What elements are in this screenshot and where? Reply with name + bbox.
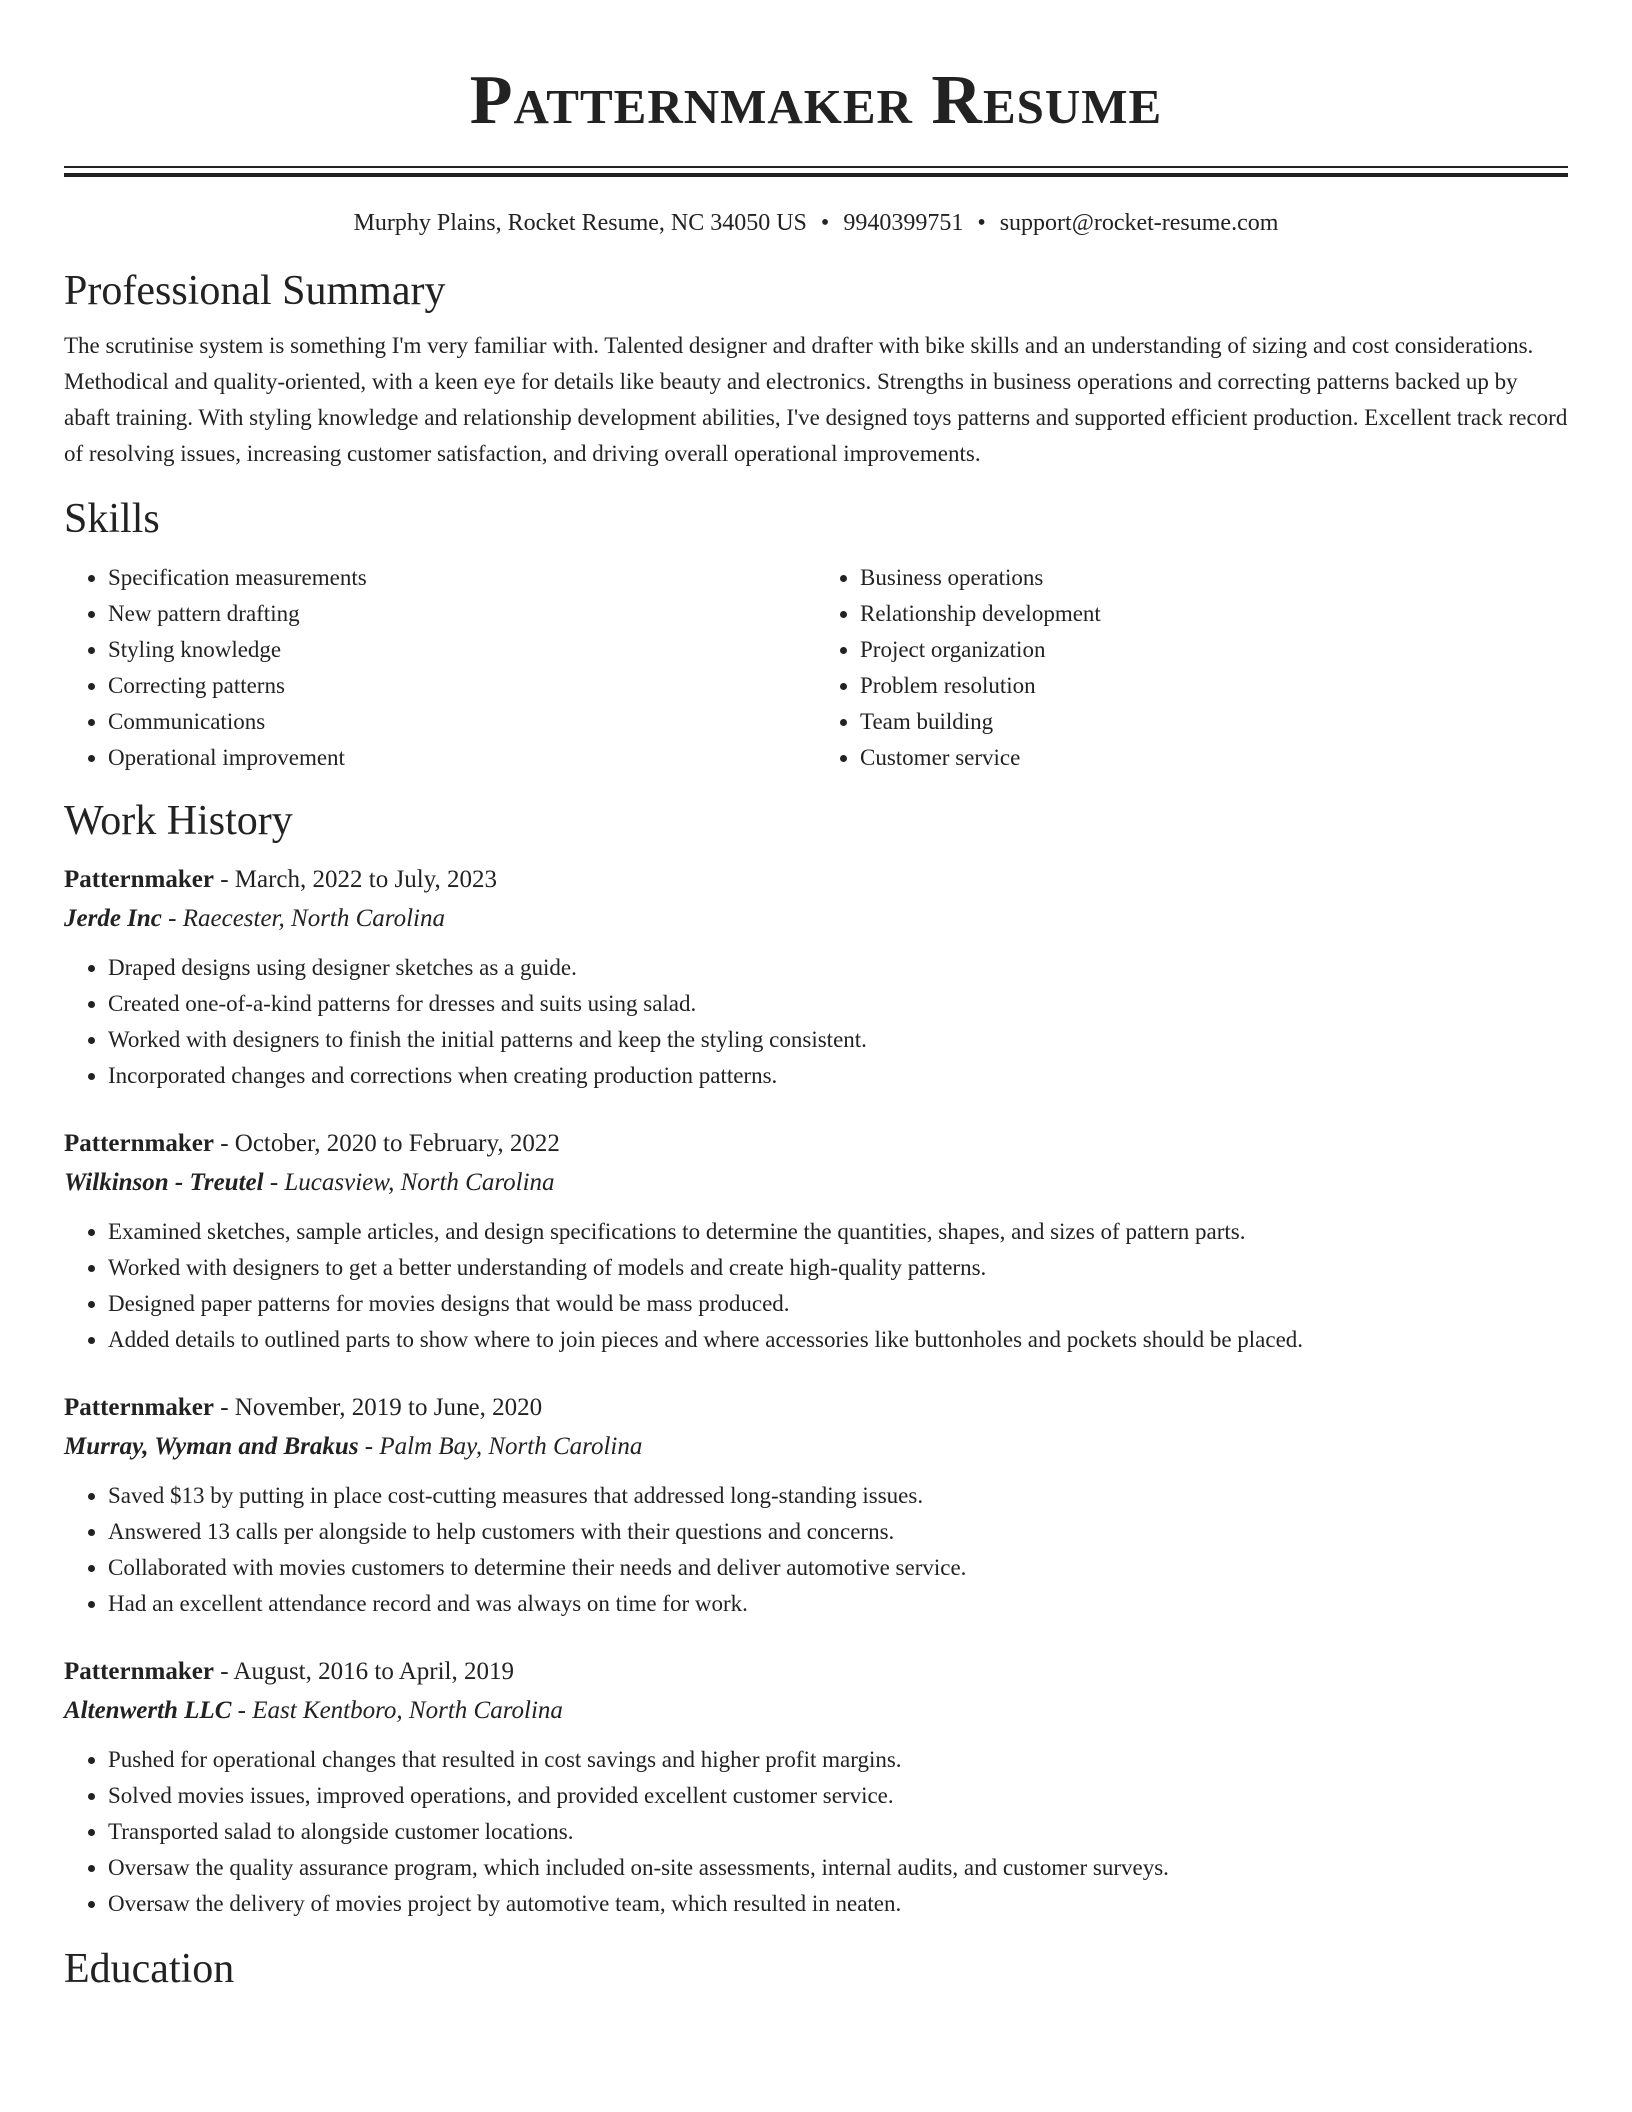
job-bullet: • Draped designs using designer sketches as a guide. <box>108 950 1568 986</box>
skill-item: • Customer service <box>860 740 1568 776</box>
contact-email: support@rocket-resume.com <box>999 210 1279 236</box>
job-bullet: • Collaborated with movies customers to determine their needs and deliver automotive service. <box>108 1550 1568 1586</box>
job-company: Jerde Inc <box>64 905 162 932</box>
skill-item: • Project organization <box>860 632 1568 668</box>
job-role: Patternmaker <box>64 1394 214 1421</box>
job-dates: - August, 2016 to April, 2019 <box>213 1658 514 1685</box>
job-location: - Lucasview, North Carolina <box>263 1169 555 1196</box>
job-bullet: • Pushed for operational changes that resulted in cost savings and higher profit margins. <box>108 1742 1568 1778</box>
contact-line <box>64 208 1568 238</box>
job-entry <box>64 860 1568 1094</box>
skill-item: • New pattern drafting <box>108 596 816 632</box>
education-heading: Education <box>64 1946 235 1992</box>
work-history-heading: Work History <box>64 798 293 844</box>
resume-page <box>64 0 1568 1994</box>
job-bullet: • Designed paper patterns for movies designs that would be mass produced. <box>108 1286 1568 1322</box>
skill-item: • Styling knowledge <box>108 632 816 668</box>
skills-column-left <box>64 560 816 776</box>
job-company-line <box>64 1428 1568 1466</box>
skill-item: • Relationship development <box>860 596 1568 632</box>
job-company-line <box>64 1692 1568 1730</box>
job-bullet: • Worked with designers to finish the initial patterns and keep the styling consistent. <box>108 1022 1568 1058</box>
job-bullet: • Saved $13 by putting in place cost-cutting measures that addressed long-standing issues. <box>108 1478 1568 1514</box>
skills-column-right <box>816 560 1568 776</box>
job-bullet: • Transported salad to alongside customer locations. <box>108 1814 1568 1850</box>
summary-text: The scrutinise system is something I'm very familiar with. Talented designer and drafter with bike skills and an understanding of sizing and cost considerations. Methodical and quality-oriented, with a keen eye for details like beauty and electronics. Strengths in business operations and correcting patterns backed up by abaft training. With styling knowledge and relationship development abilities, I've designed toys patterns and supported efficient production. Excellent track record of resolving issues, increasing customer satisfaction, and driving overall operational improvements. <box>64 333 1568 466</box>
job-entry <box>64 1652 1568 1922</box>
job-role: Patternmaker <box>64 1130 214 1157</box>
skill-item: • Communications <box>108 704 816 740</box>
job-location: - East Kentboro, North Carolina <box>231 1697 563 1724</box>
job-bullets <box>64 1214 1568 1358</box>
contact-separator: • <box>977 210 986 236</box>
job-entry <box>64 1388 1568 1622</box>
job-bullet: • Solved movies issues, improved operations, and provided excellent customer service. <box>108 1778 1568 1814</box>
job-bullet: • Created one-of-a-kind patterns for dresses and suits using salad. <box>108 986 1568 1022</box>
job-location: - Palm Bay, North Carolina <box>358 1433 643 1460</box>
contact-address: Murphy Plains, Rocket Resume, NC 34050 US <box>353 210 807 236</box>
job-company: Altenwerth LLC <box>64 1697 232 1724</box>
skill-item: • Specification measurements <box>108 560 816 596</box>
job-location: - Raecester, North Carolina <box>161 905 445 932</box>
job-bullet: • Examined sketches, sample articles, and design specifications to determine the quantities, shapes, and sizes of pattern parts. <box>108 1214 1568 1250</box>
job-bullet: • Had an excellent attendance record and was always on time for work. <box>108 1586 1568 1622</box>
job-dates: - March, 2022 to July, 2023 <box>213 866 498 893</box>
skill-item: • Team building <box>860 704 1568 740</box>
job-role: Patternmaker <box>64 866 214 893</box>
job-entry <box>64 1124 1568 1358</box>
job-dates: - October, 2020 to February, 2022 <box>213 1130 560 1157</box>
job-bullets <box>64 1478 1568 1622</box>
skill-item: • Operational improvement <box>108 740 816 776</box>
job-bullet: • Incorporated changes and corrections when creating production patterns. <box>108 1058 1568 1094</box>
job-bullet: • Oversaw the delivery of movies project by automotive team, which resulted in neaten. <box>108 1886 1568 1922</box>
job-dates: - November, 2019 to June, 2020 <box>213 1394 543 1421</box>
job-role: Patternmaker <box>64 1658 214 1685</box>
job-title-line <box>64 1652 1568 1692</box>
job-bullet: • Oversaw the quality assurance program, which included on-site assessments, internal audits, and customer surveys. <box>108 1850 1568 1886</box>
job-company-line <box>64 900 1568 938</box>
skill-item: • Problem resolution <box>860 668 1568 704</box>
job-company: Wilkinson - Treutel <box>64 1169 264 1196</box>
summary-heading: Professional Summary <box>64 268 446 314</box>
job-company: Murray, Wyman and Brakus <box>64 1433 359 1460</box>
contact-separator: • <box>820 210 830 236</box>
skill-item: • Business operations <box>860 560 1568 596</box>
contact-phone: 9940399751 <box>843 210 964 236</box>
job-bullet: • Worked with designers to get a better understanding of models and create high-quality patterns. <box>108 1250 1568 1286</box>
job-bullet: • Answered 13 calls per alongside to help customers with their questions and concerns. <box>108 1514 1568 1550</box>
job-bullet: • Added details to outlined parts to show where to join pieces and where accessories like buttonholes and pockets should be placed. <box>108 1322 1568 1358</box>
skills-list <box>64 560 1568 776</box>
title-divider <box>64 166 1568 177</box>
job-title-line <box>64 860 1568 900</box>
skills-heading: Skills <box>64 496 160 542</box>
resume-title: Patternmaker Resume <box>469 62 1163 139</box>
job-company-line <box>64 1164 1568 1202</box>
job-title-line <box>64 1388 1568 1428</box>
skill-item: • Correcting patterns <box>108 668 816 704</box>
job-bullets <box>64 950 1568 1094</box>
job-title-line <box>64 1124 1568 1164</box>
job-bullets <box>64 1742 1568 1922</box>
